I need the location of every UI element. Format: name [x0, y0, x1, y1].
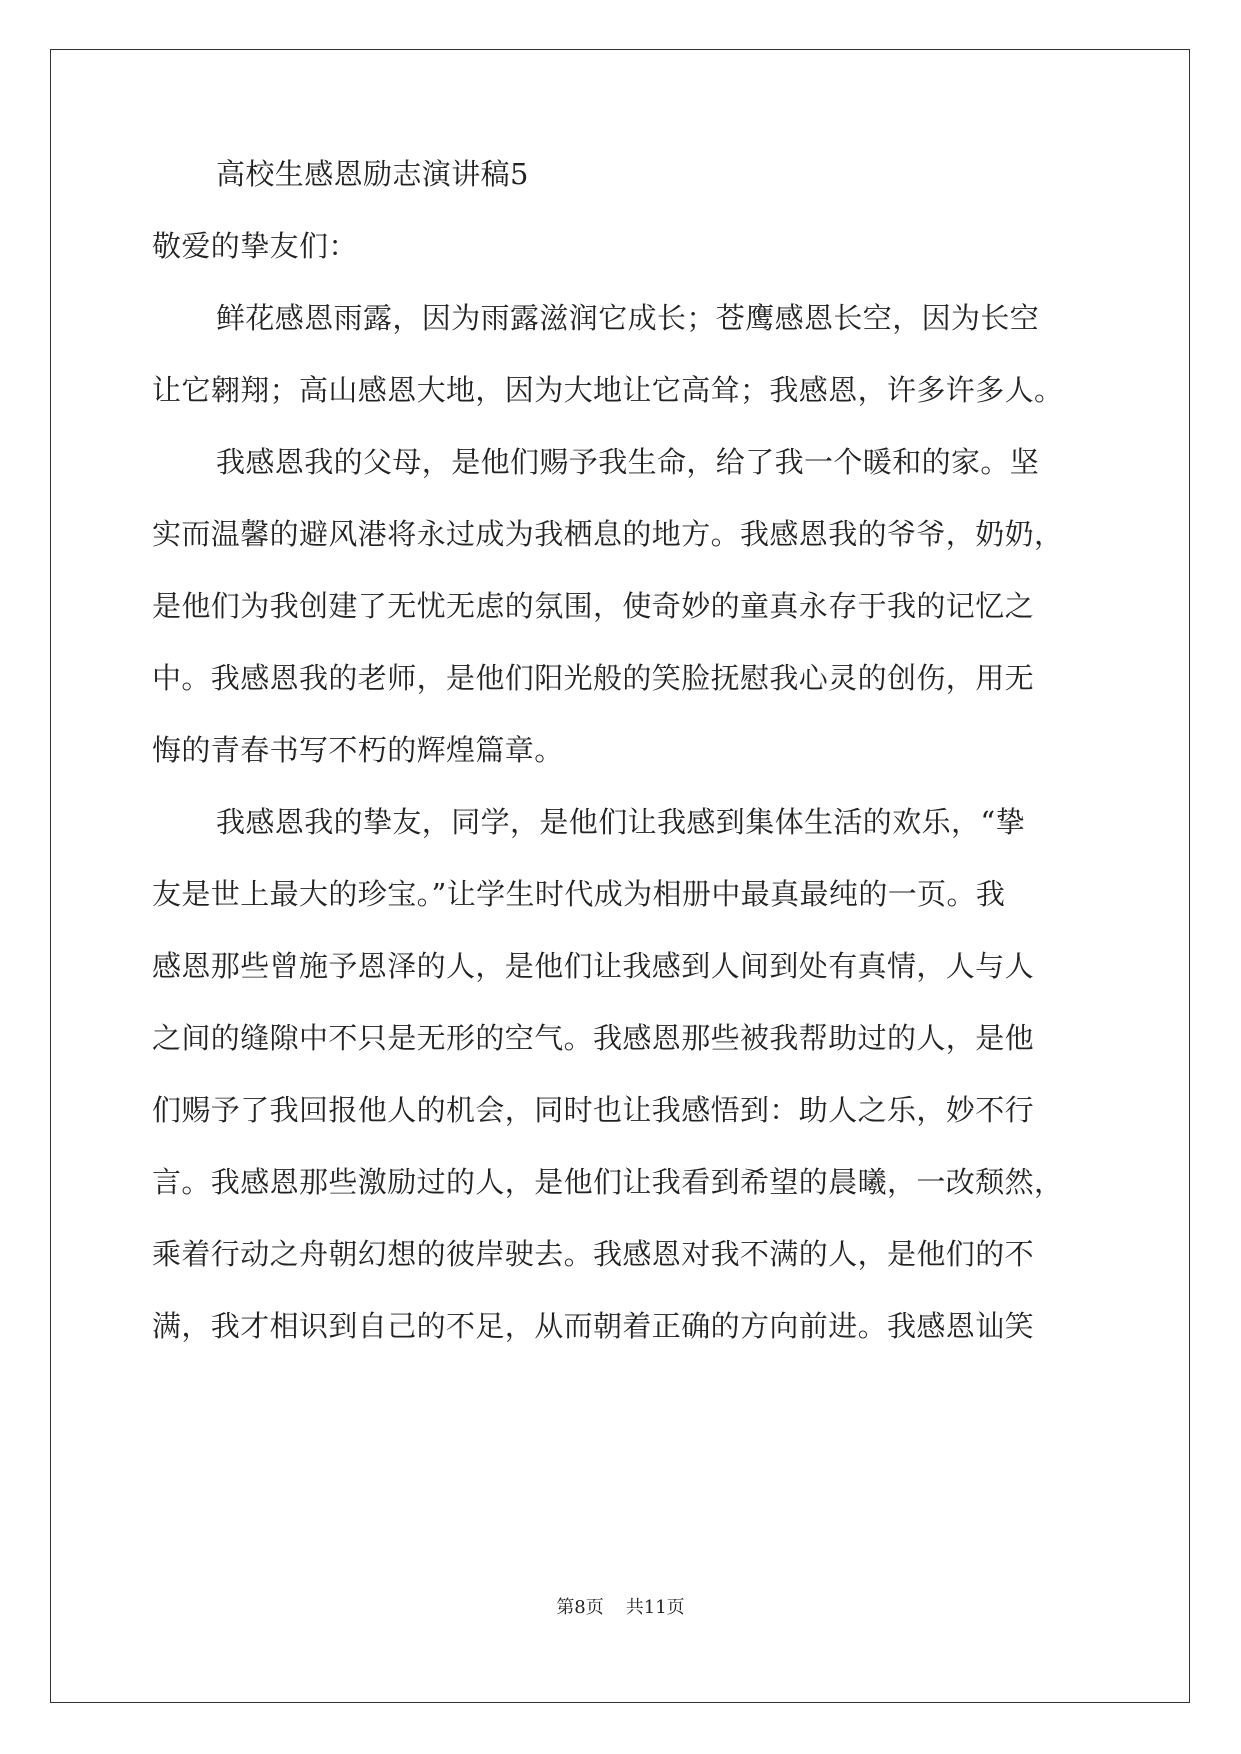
- text-line: 实而温馨的避风港将永过成为我栖息的地方。我感恩我的爷爷，奶奶，: [152, 517, 1064, 551]
- document-title: 高校生感恩励志演讲稿5: [216, 157, 529, 191]
- text-line: 之间的缝隙中不只是无形的空气。我感恩那些被我帮助过的人，是他: [152, 1021, 1035, 1055]
- text-line: 鲜花感恩雨露，因为雨露滋润它成长；苍鹰感恩长空，因为长空: [216, 301, 1040, 335]
- text-line: 我感恩我的挚友，同学，是他们让我感到集体生活的欢乐，“挚: [216, 805, 1026, 839]
- text-line: 友是世上最大的珍宝。”让学生时代成为相册中最真最纯的一页。我: [152, 877, 1006, 911]
- text-line: 乘着行动之舟朝幻想的彼岸驶去。我感恩对我不满的人，是他们的不: [152, 1237, 1035, 1271]
- text-line: 们赐予了我回报他人的机会，同时也让我感悟到：助人之乐，妙不行: [152, 1093, 1035, 1127]
- salutation: 敬爱的挚友们：: [152, 229, 358, 263]
- text-line: 感恩那些曾施予恩泽的人，是他们让我感到人间到处有真情，人与人: [152, 949, 1035, 983]
- text-line: 中。我感恩我的老师，是他们阳光般的笑脸抚慰我心灵的创伤，用无: [152, 661, 1035, 695]
- text-line: 是他们为我创建了无忧无虑的氛围，使奇妙的童真永存于我的记忆之: [152, 589, 1035, 623]
- text-line: 让它翱翔；高山感恩大地，因为大地让它高耸；我感恩，许多许多人。: [152, 373, 1064, 407]
- page-total: 共11页: [625, 1597, 685, 1618]
- page-footer: [0, 1596, 1241, 1620]
- text-line: 言。我感恩那些激励过的人，是他们让我看到希望的晨曦，一改颓然，: [152, 1165, 1064, 1199]
- text-line: 悔的青春书写不朽的辉煌篇章。: [152, 733, 564, 767]
- page-number: 第8页: [556, 1597, 604, 1618]
- text-line: 满，我才相识到自己的不足，从而朝着正确的方向前进。我感恩讪笑: [152, 1309, 1035, 1343]
- text-line: 我感恩我的父母，是他们赐予我生命，给了我一个暖和的家。坚: [216, 445, 1040, 479]
